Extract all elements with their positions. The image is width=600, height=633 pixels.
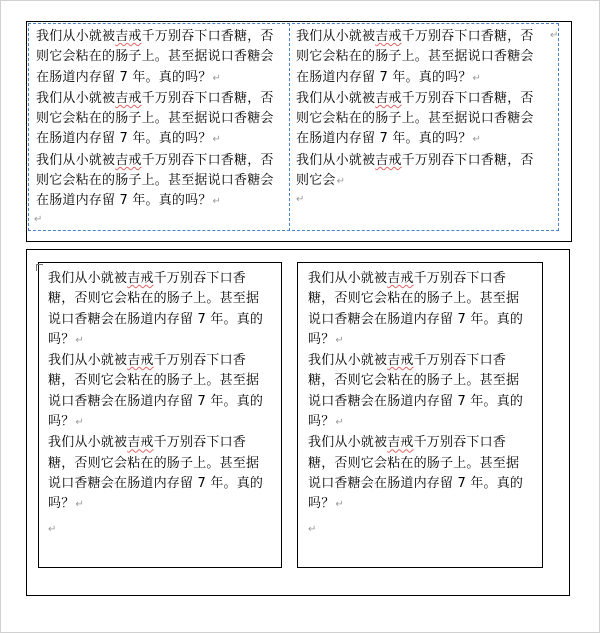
text-run: 千万别吞下口香糖，否 [141, 29, 274, 44]
text-run: 千万别吞下口香 [413, 271, 507, 286]
bottom-right-text [308, 269, 523, 516]
text-line [36, 27, 274, 47]
text-run: 说口香糖会在肠道内存留 7 年。真的 [308, 393, 524, 409]
spellcheck-underline-icon: 吉戒 [375, 152, 402, 168]
text-line [308, 351, 523, 371]
text-line [48, 269, 263, 289]
text-line [48, 454, 263, 474]
text-run: 我们从小就被 [296, 29, 376, 44]
text-line [48, 371, 263, 391]
spellcheck-underline-icon: 吉戒 [387, 353, 414, 369]
text-line [48, 392, 263, 412]
text-run: 千万别吞下口香 [413, 435, 507, 451]
spellcheck-underline-icon: 吉戒 [115, 29, 142, 44]
text-run: 千万别吞下口香 [413, 353, 507, 369]
top-table-column-divider [289, 23, 290, 231]
text-line [308, 433, 523, 453]
text-run: 我们从小就被 [296, 90, 376, 106]
text-line [308, 269, 523, 289]
paragraph-mark-icon: ↵ [48, 524, 57, 535]
text-line [308, 289, 523, 309]
text-line [48, 351, 263, 371]
text-run: 在肠道内存留 7 年。真的吗？ [36, 193, 212, 209]
paragraph-mark-icon: ↵ [335, 334, 344, 346]
text-run: 在肠道内存留 7 年。真的吗？ [296, 131, 472, 147]
text-line [36, 151, 274, 171]
text-line [36, 89, 274, 109]
text-line [296, 109, 534, 129]
text-run: 我们从小就被 [296, 152, 376, 168]
text-run: 糖，否则它会粘在的肠子上。甚至据 [48, 373, 260, 389]
paragraph-mark-icon: ↵ [75, 417, 84, 429]
text-run: 千万别吞下口香糖，否 [401, 29, 534, 44]
text-line [308, 454, 523, 474]
paragraph-mark-icon: ↵ [75, 334, 84, 346]
paragraph-mark-icon: ↵ [75, 499, 84, 511]
text-run: 吗？ [48, 414, 75, 430]
text-line [36, 129, 274, 150]
text-run: 则它会粘在的肠子上。甚至据说口香糖会 [296, 111, 534, 127]
text-run: 我们从小就被 [48, 271, 128, 286]
text-line [48, 494, 263, 515]
top-table-right-cell[interactable] [296, 27, 534, 192]
top-table-left-cell[interactable] [36, 27, 274, 213]
text-line [308, 330, 523, 351]
text-line [48, 310, 263, 330]
text-line [308, 310, 523, 330]
text-run: 则它会粘在的肠子上。甚至据说口香糖会 [36, 49, 274, 65]
text-boundary-corner-icon [36, 264, 43, 271]
text-run: 吗？ [308, 496, 335, 512]
text-line [36, 68, 274, 89]
paragraph-mark-icon: ↵ [472, 72, 482, 84]
spellcheck-underline-icon: 吉戒 [127, 271, 154, 286]
text-run: 我们从小就被 [36, 152, 116, 168]
text-run: 我们从小就被 [308, 435, 388, 451]
spellcheck-underline-icon: 吉戒 [115, 90, 142, 106]
text-run: 千万别吞下口香糖，否 [401, 152, 534, 168]
text-run: 则它会 [296, 173, 336, 189]
text-line [48, 289, 263, 309]
text-line [48, 412, 263, 433]
text-line [36, 191, 274, 212]
spellcheck-underline-icon: 吉戒 [127, 435, 154, 451]
text-run: 我们从小就被 [36, 90, 116, 106]
text-line [296, 151, 534, 171]
end-of-cell-icon: ↵ [34, 214, 43, 225]
text-run: 千万别吞下口香 [153, 353, 247, 369]
paragraph-mark-icon: ↵ [472, 134, 482, 146]
text-run: 我们从小就被 [48, 435, 128, 451]
spellcheck-underline-icon: 吉戒 [387, 435, 414, 451]
text-run: 千万别吞下口香 [153, 271, 247, 286]
text-run: 吗？ [48, 331, 75, 347]
text-run: 我们从小就被 [36, 29, 116, 44]
paragraph-mark-icon: ↵ [212, 72, 222, 84]
text-line [296, 27, 534, 47]
text-line [308, 412, 523, 433]
spellcheck-underline-icon: 吉戒 [387, 271, 414, 286]
text-line [308, 371, 523, 391]
text-run: 糖，否则它会粘在的肠子上。甚至据 [48, 291, 260, 307]
text-run: 糖，否则它会粘在的肠子上。甚至据 [48, 455, 260, 471]
text-run: 在肠道内存留 7 年。真的吗？ [36, 69, 212, 85]
text-run: 吗？ [308, 331, 335, 347]
text-line [308, 474, 523, 494]
text-line [296, 47, 534, 67]
spellcheck-underline-icon: 吉戒 [375, 29, 402, 44]
text-line [308, 392, 523, 412]
text-line [296, 89, 534, 109]
text-run: 在肠道内存留 7 年。真的吗？ [296, 69, 472, 85]
text-line [48, 330, 263, 351]
text-run: 说口香糖会在肠道内存留 7 年。真的 [308, 475, 524, 491]
text-run: 千万别吞下口香糖，否 [401, 90, 534, 106]
paragraph-mark-icon: ↵ [212, 196, 222, 208]
paragraph-mark-icon: ↵ [335, 417, 344, 429]
text-line [48, 433, 263, 453]
text-line [36, 109, 274, 129]
end-of-cell-icon: ↵ [296, 194, 305, 205]
spellcheck-underline-icon: 吉戒 [375, 90, 402, 106]
spellcheck-underline-icon: 吉戒 [127, 353, 154, 369]
text-run: 在肠道内存留 7 年。真的吗？ [36, 131, 212, 147]
text-line [296, 129, 534, 150]
text-line [36, 47, 274, 67]
spellcheck-underline-icon: 吉戒 [115, 152, 142, 168]
text-run: 糖，否则它会粘在的肠子上。甚至据 [308, 291, 520, 307]
paragraph-mark-icon: ↵ [308, 524, 317, 535]
paragraph-mark-icon: ↵ [336, 176, 346, 188]
text-run: 说口香糖会在肠道内存留 7 年。真的 [308, 311, 524, 327]
text-run: 则它会粘在的肠子上。甚至据说口香糖会 [36, 173, 274, 189]
text-run: 千万别吞下口香糖，否 [141, 90, 274, 106]
text-line [48, 474, 263, 494]
text-run: 则它会粘在的肠子上。甚至据说口香糖会 [36, 111, 274, 127]
text-run: 糖，否则它会粘在的肠子上。甚至据 [308, 455, 520, 471]
text-run: 吗？ [48, 496, 75, 512]
text-run: 则它会粘在的肠子上。甚至据说口香糖会 [296, 49, 534, 65]
text-run: 说口香糖会在肠道内存留 7 年。真的 [48, 393, 264, 409]
text-line [296, 68, 534, 89]
text-run: 千万别吞下口香糖，否 [141, 152, 274, 168]
end-of-cell-icon: ↵ [550, 30, 559, 41]
bottom-left-text [48, 269, 263, 516]
text-run: 我们从小就被 [308, 271, 388, 286]
text-line [308, 494, 523, 515]
text-line [36, 171, 274, 191]
text-run: 千万别吞下口香 [153, 435, 247, 451]
paragraph-mark-icon: ↵ [335, 499, 344, 511]
text-run: 糖，否则它会粘在的肠子上。甚至据 [308, 373, 520, 389]
text-run: 我们从小就被 [308, 353, 388, 369]
text-run: 吗？ [308, 414, 335, 430]
paragraph-mark-icon: ↵ [212, 134, 222, 146]
text-run: 说口香糖会在肠道内存留 7 年。真的 [48, 475, 264, 491]
text-run: 我们从小就被 [48, 353, 128, 369]
text-run: 说口香糖会在肠道内存留 7 年。真的 [48, 311, 264, 327]
text-line [296, 171, 534, 192]
